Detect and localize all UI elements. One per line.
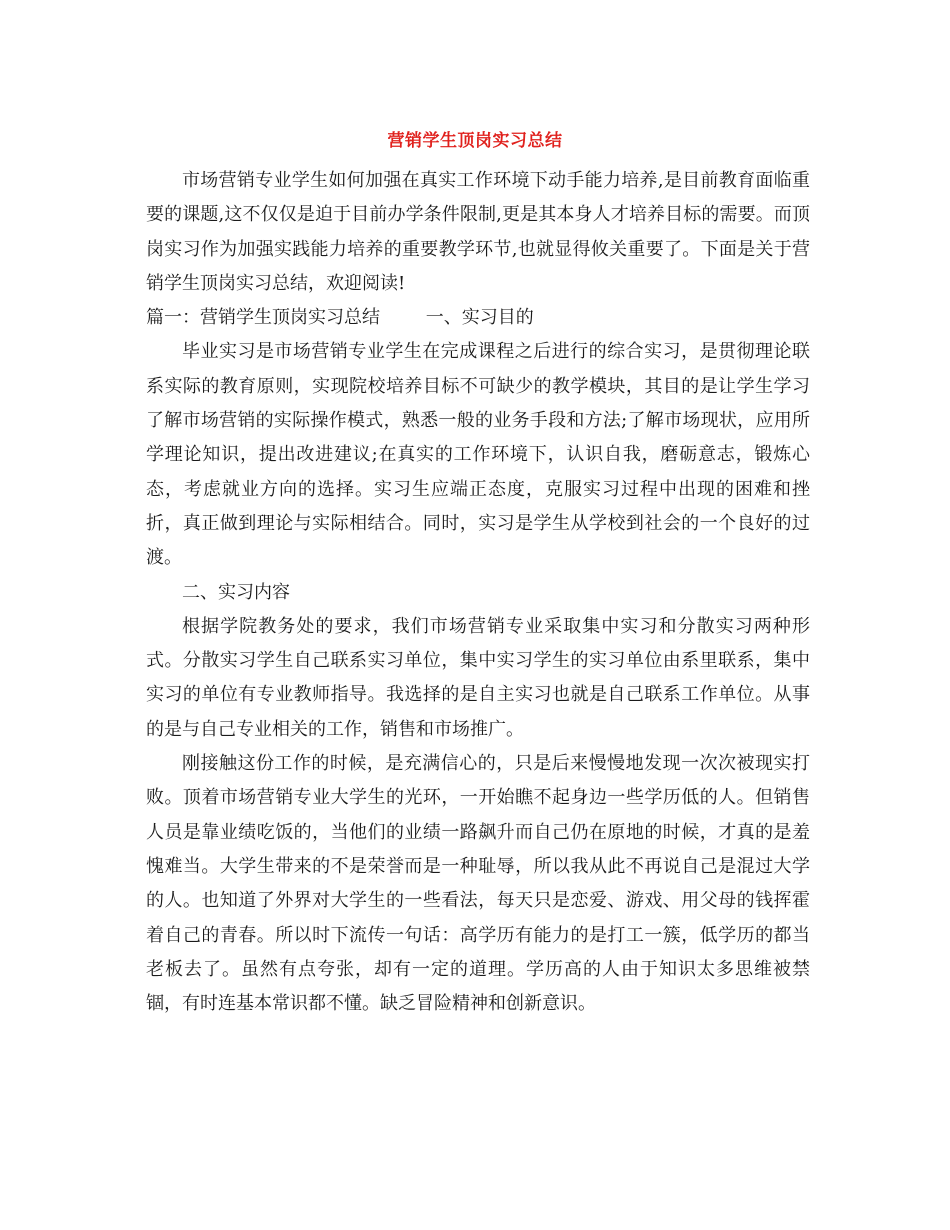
section-heading: 篇一：营销学生顶岗实习总结 一、实习目的	[146, 307, 534, 329]
content-paragraph-2: 刚接触这份工作的时候，是充满信心的，只是后来慢慢地发现一次次被现实打败。顶着市场营销专业大学生的光环，一开始瞧不起身边一些学历低的人。但销售人员是靠业绩吃饭的，当他们的业绩一路飙升而自己仍在原地的时候，才真的是羞愧难当。大学生带来的不是荣誉而是一种耻辱，所以我从此不再说自己是混过大学的人。也知道了外界对大学生的一些看法，每天只是恋爱、游戏、用父母的钱挥霍着自己的青春。所以时下流传一句话：高学历有能力的是打工一簇，低学历的都当老板去了。虽然有点夸张，却有一定的道理。学历高的人由于知识太多思维被禁锢，有时连基本常识都不懂。缺乏冒险精神和创新意识。	[146, 753, 810, 1015]
document-body	[146, 164, 810, 1021]
content-paragraph-1: 根据学院教务处的要求，我们市场营销专业采取集中实习和分散实习两种形式。分散实习学生自己联系实习单位，集中实习学生的实习单位由系里联系，集中实习的单位有专业教师指导。我选择的是自主实习也就是自己联系工作单位。从事的是与自己专业相关的工作，销售和市场推广。	[146, 615, 810, 740]
purpose-paragraph: 毕业实习是市场营销专业学生在完成课程之后进行的综合实习，是贯彻理论联系实际的教育原则，实现院校培养目标不可缺少的教学模块，其目的是让学生学习了解市场营销的实际操作模式，熟悉一般的业务手段和方法;了解市场现状，应用所学理论知识，提出改进建议;在真实的工作环境下，认识自我，磨砺意志，锻炼心态，考虑就业方向的选择。实习生应端正态度，克服实习过程中出现的困难和挫折，真正做到理论与实际相结合。同时，实习是学生从学校到社会的一个良好的过渡。	[146, 341, 810, 569]
document-title: 营销学生顶岗实习总结	[387, 131, 563, 151]
intro-paragraph: 市场营销专业学生如何加强在真实工作环境下动手能力培养,是目前教育面临重要的课题,这不仅仅是迫于目前办学条件限制,更是其本身人才培养目标的需要。而顶岗实习作为加强实践能力培养的重要教学环节,也就显得攸关重要了。下面是关于营销学生顶岗实习总结，欢迎阅读!	[146, 170, 810, 294]
content-heading: 二、实习内容	[182, 581, 290, 603]
